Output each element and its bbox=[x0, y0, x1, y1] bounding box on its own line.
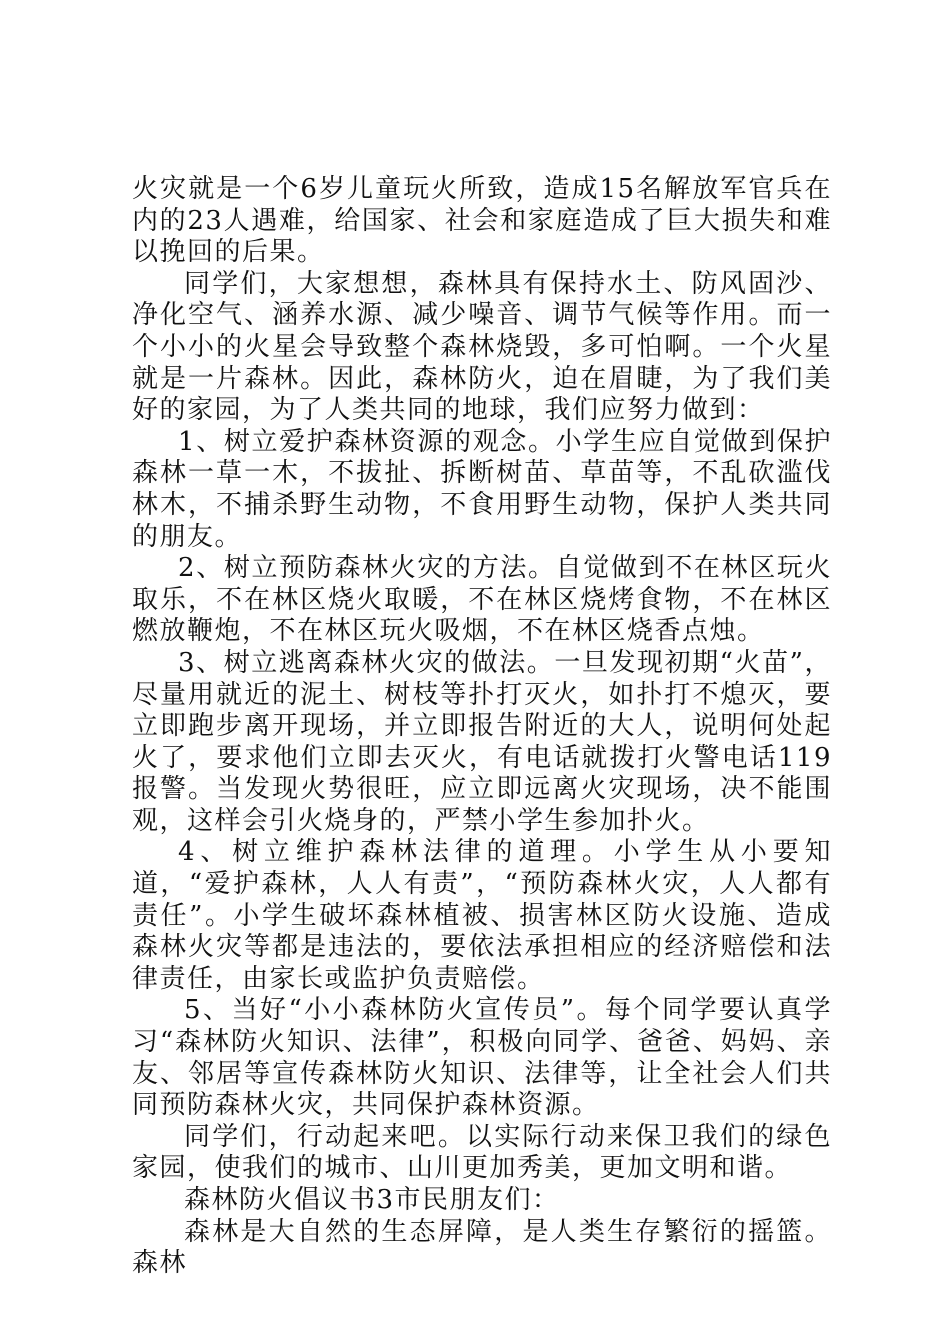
paragraph-next-heading: 森林防火倡议书3市民朋友们： bbox=[184, 1185, 560, 1215]
paragraph-intro-continued: 火灾就是一个6岁儿童玩火所致，造成15名解放军官兵在内的23人遇难，给国家、社会和家庭造成了巨大损失和难以挽回的后果。 bbox=[132, 174, 832, 268]
paragraph-classmates-think: 同学们，大家想想，森林具有保持水土、防风固沙、净化空气、涵养水源、减少噪音、调节气候等作用。而一个小小的火星会导致整个森林烧毁，多可怕啊。一个火星就是一片森林。因此，森林防火，迫在眉睫，为了我们美好的家园，为了人类共同的地球，我们应努力做到： bbox=[132, 268, 832, 426]
paragraph-point-1: 1、树立爱护森林资源的观念。小学生应自觉做到保护森林一草一木，不拔扯、拆断树苗、草苗等，不乱砍滥伐林木，不捕杀野生动物，不食用野生动物，保护人类共同的朋友。 bbox=[132, 426, 832, 552]
paragraph-point-3: 3、树立逃离森林火灾的做法。一旦发现初期“火苗”，尽量用就近的泥土、树枝等扑打灭火，如扑打不熄灭，要立即跑步离开现场，并立即报告附近的大人，说明何处起火了，要求他们立即去灭火，有电话就拨打火警电话119报警。当发现火势很旺，应立即远离火灾现场，决不能围观，这样会引火烧身的，严禁小学生参加扑火。 bbox=[132, 647, 832, 836]
paragraph-call-to-action: 同学们，行动起来吧。以实际行动来保卫我们的绿色家园，使我们的城市、山川更加秀美，更加文明和谐。 bbox=[132, 1121, 832, 1184]
paragraph-point-2: 2、树立预防森林火灾的方法。自觉做到不在林区玩火取乐，不在林区烧火取暖，不在林区烧烤食物，不在林区燃放鞭炮，不在林区玩火吸烟，不在林区烧香点烛。 bbox=[132, 553, 832, 647]
paragraph-point-4: 4、树立维护森林法律的道理。小学生从小要知道，“爱护森林，人人有责”，“预防森林火灾，人人都有责任”。小学生破坏森林植被、损害林区防火设施、造成森林火灾等都是违法的，要依法承担相应的经济赔偿和法律责任，由家长或监护负责赔偿。 bbox=[132, 837, 832, 994]
document-body bbox=[132, 174, 832, 1280]
paragraph-point-5: 5、当好“小小森林防火宣传员”。每个同学要认真学习“森林防火知识、法律”，积极向同学、爸爸、妈妈、亲友、邻居等宣传森林防火知识、法律等，让全社会人们共同预防森林火灾，共同保护森林资源。 bbox=[132, 995, 832, 1121]
paragraph-forest-intro: 森林是大自然的生态屏障，是人类生存繁衍的摇篮。森林 bbox=[132, 1216, 832, 1279]
